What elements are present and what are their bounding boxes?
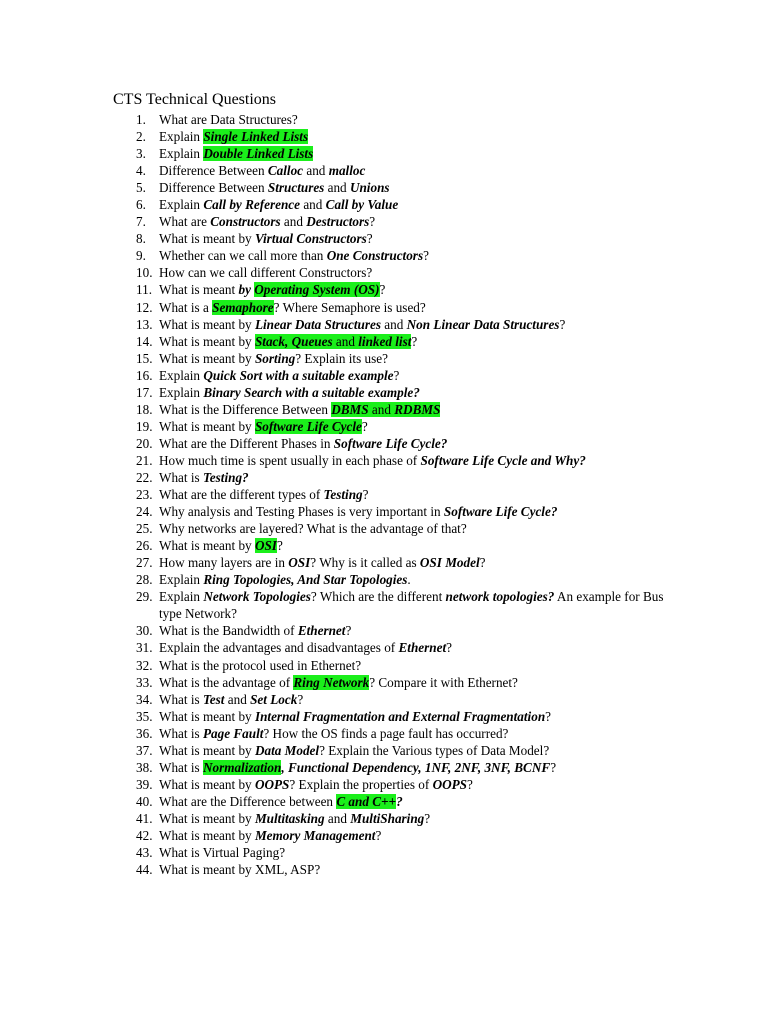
question-text-segment: ? Which are the different — [310, 589, 446, 605]
question-text-segment: Difference Between — [159, 180, 268, 196]
question-number: 44. — [136, 862, 153, 878]
question-number: 39. — [136, 776, 153, 792]
question-text-segment: An example for Bus type Network? — [159, 589, 664, 622]
question-text-segment: ? — [423, 248, 429, 264]
question-text-segment: Difference Between — [159, 163, 268, 179]
question-number: 18. — [136, 401, 153, 417]
emphasized-term: network topologies? — [445, 589, 555, 605]
question-text — [159, 452, 679, 469]
question-text-segment: Explain — [159, 384, 204, 400]
question-number: 17. — [136, 384, 153, 400]
question-text — [159, 111, 679, 128]
question-text-segment: ? — [375, 827, 382, 843]
highlighted-term: Stack, Queues — [254, 333, 333, 349]
question-text — [159, 861, 679, 878]
question-text — [159, 537, 679, 554]
question-item — [0, 230, 768, 247]
question-text-segment: What is meant by — [159, 231, 255, 247]
emphasized-term: Page Fault — [202, 725, 264, 741]
emphasized-term: OSI Model — [419, 555, 480, 571]
question-text-segment: What are Data Structures? — [159, 112, 298, 127]
question-text — [159, 384, 679, 401]
question-item — [0, 264, 768, 281]
emphasized-term: Structures — [267, 180, 325, 196]
question-item — [0, 657, 768, 674]
question-number: 14. — [136, 333, 153, 349]
emphasized-term: Test — [202, 691, 225, 707]
question-text-segment: ? — [366, 231, 373, 247]
highlighted-term: Single Linked Lists — [203, 129, 309, 145]
question-item — [0, 145, 768, 162]
question-item — [0, 367, 768, 384]
question-item — [0, 691, 768, 708]
question-text — [159, 708, 679, 725]
question-text-segment: How many layers are in — [159, 555, 289, 571]
question-number: 9. — [136, 248, 146, 264]
question-text — [159, 247, 679, 264]
question-text-segment: Explain — [159, 589, 204, 605]
question-number: 1. — [136, 112, 146, 127]
question-text — [159, 281, 679, 298]
question-text — [159, 742, 679, 759]
question-text — [159, 554, 679, 571]
question-text-segment: How much time is spent usually in each phase of — [159, 452, 421, 468]
question-item — [0, 486, 768, 503]
question-text — [159, 657, 679, 674]
emphasized-term: Virtual Constructors — [254, 231, 367, 247]
question-number: 20. — [136, 435, 153, 451]
question-text-segment: ? — [393, 367, 400, 383]
question-text-segment: ? — [379, 282, 386, 298]
question-item — [0, 247, 768, 264]
question-number: 26. — [136, 538, 153, 554]
highlighted-term: Ring Network — [293, 674, 370, 690]
question-text-segment: ? — [411, 333, 418, 349]
question-text-segment: ? — [362, 487, 369, 503]
emphasized-term: Data Model — [254, 742, 320, 758]
question-text-segment: ? — [550, 759, 557, 775]
highlighted-term: Software Life Cycle — [254, 418, 362, 434]
emphasized-term: MultiSharing — [350, 810, 425, 826]
highlighted-term: Normalization — [202, 759, 282, 775]
emphasized-term: Software Life Cycle? — [443, 504, 558, 520]
question-text-segment: What is meant — [159, 282, 239, 298]
question-text-segment: ? Where Semaphore is used? — [273, 299, 426, 315]
emphasized-term: Testing? — [202, 469, 249, 485]
question-number: 23. — [136, 487, 153, 503]
question-item — [0, 196, 768, 213]
question-text-segment: ? — [446, 640, 452, 656]
question-item — [0, 384, 768, 401]
question-text-segment: ? — [479, 555, 486, 571]
question-number: 34. — [136, 691, 153, 707]
highlighted-term: Double Linked Lists — [203, 146, 314, 162]
question-item — [0, 571, 768, 588]
question-text-segment: ? Explain its use? — [295, 350, 388, 366]
question-text-segment: What are the Different Phases in — [159, 435, 334, 451]
page-title: CTS Technical Questions — [113, 91, 277, 108]
highlighted-term: C and C++ — [336, 793, 397, 809]
question-text — [159, 571, 679, 588]
question-text-segment: What is meant by XML, ASP? — [159, 862, 321, 878]
question-text — [159, 401, 679, 418]
question-item — [0, 725, 768, 742]
question-item — [0, 759, 768, 776]
question-text — [159, 230, 679, 247]
question-item — [0, 111, 768, 128]
question-number: 31. — [136, 640, 153, 656]
question-text-segment: and — [224, 691, 251, 707]
highlighted-term: Operating System (OS) — [254, 282, 380, 298]
question-item — [0, 742, 768, 759]
question-text — [159, 793, 679, 810]
question-number: 37. — [136, 742, 153, 758]
emphasized-term: Destructors — [306, 214, 370, 230]
emphasized-term: Ethernet — [398, 640, 447, 656]
emphasized-term: OSI — [288, 555, 311, 571]
question-item — [0, 588, 768, 622]
question-item — [0, 179, 768, 196]
question-text-segment: ? Explain the properties of — [289, 776, 433, 792]
emphasized-term: ? — [396, 793, 403, 809]
question-text-segment: ? — [345, 623, 352, 639]
question-text-segment: What is meant by — [159, 742, 255, 758]
question-item — [0, 452, 768, 469]
question-number: 11. — [136, 282, 152, 298]
question-text — [159, 691, 679, 708]
question-item — [0, 333, 768, 350]
question-text-segment: What is a — [159, 299, 213, 315]
question-item — [0, 469, 768, 486]
question-item — [0, 793, 768, 810]
question-text — [159, 316, 679, 333]
emphasized-term: Multitasking — [254, 810, 325, 826]
question-list — [0, 111, 768, 878]
emphasized-term: Ethernet — [297, 623, 346, 639]
question-text-segment: ? Why is it called as — [310, 555, 420, 571]
question-number: 8. — [136, 231, 146, 247]
question-item — [0, 844, 768, 861]
question-number: 21. — [136, 452, 153, 468]
question-text-segment: What are — [159, 214, 211, 230]
question-number: 4. — [136, 163, 146, 179]
question-text-segment: ? — [545, 708, 552, 724]
emphasized-term: OOPS — [254, 776, 290, 792]
emphasized-term: Linear Data Structures — [254, 316, 381, 332]
question-text — [159, 179, 679, 196]
question-number: 15. — [136, 350, 153, 366]
question-text-segment: Why networks are layered? What is the advantage of that? — [159, 521, 467, 537]
question-text-segment: and — [324, 810, 351, 826]
question-text — [159, 503, 679, 520]
emphasized-term: Internal Fragmentation and External Fragmentation — [254, 708, 546, 724]
question-text — [159, 264, 679, 281]
question-number: 16. — [136, 367, 153, 383]
highlighted-term: RDBMS — [394, 401, 441, 417]
question-item — [0, 128, 768, 145]
question-text — [159, 213, 679, 230]
emphasized-term: malloc — [328, 163, 366, 179]
question-item — [0, 281, 768, 298]
question-text — [159, 145, 679, 162]
question-text — [159, 810, 679, 827]
emphasized-term: , Functional Dependency, 1NF, 2NF, 3NF, BCNF — [281, 759, 551, 775]
question-text-segment: ? — [559, 316, 566, 332]
emphasized-term: Non Linear Data Structures — [406, 316, 560, 332]
question-text-segment: ? — [361, 418, 368, 434]
emphasized-term: One Constructors — [326, 248, 424, 264]
highlighted-term: and — [332, 333, 359, 349]
emphasized-term: Software Life Cycle? — [333, 435, 448, 451]
question-text — [159, 520, 679, 537]
question-text-segment: What is — [159, 759, 203, 775]
question-text — [159, 486, 679, 503]
question-text — [159, 162, 679, 179]
question-number: 3. — [136, 146, 146, 162]
question-item — [0, 827, 768, 844]
question-text-segment: ? How the OS finds a page fault has occurred? — [263, 725, 509, 741]
question-text-segment: What is meant by — [159, 810, 255, 826]
question-text-segment: . — [407, 572, 411, 588]
emphasized-term: Testing — [323, 487, 363, 503]
highlighted-term: OSI — [254, 538, 277, 554]
question-text-segment: Explain — [159, 367, 204, 383]
question-number: 33. — [136, 674, 153, 690]
question-text-segment: What is the Bandwidth of — [159, 623, 298, 639]
question-number: 5. — [136, 180, 146, 196]
question-text — [159, 435, 679, 452]
question-text-segment: What are the different types of — [159, 487, 324, 503]
question-text-segment: and — [324, 180, 350, 196]
question-text-segment: What is meant by — [159, 827, 255, 843]
question-text-segment: How can we call different Constructors? — [159, 265, 373, 281]
emphasized-term: Constructors — [210, 214, 281, 230]
question-text-segment: Explain the advantages and disadvantages of — [159, 640, 399, 656]
question-text — [159, 639, 679, 656]
emphasized-term: Memory Management — [254, 827, 376, 843]
question-number: 2. — [136, 129, 146, 145]
question-text-segment: What is meant by — [159, 418, 255, 434]
question-item — [0, 418, 768, 435]
question-item — [0, 435, 768, 452]
question-number: 36. — [136, 725, 153, 741]
question-text — [159, 469, 679, 486]
emphasized-term: OOPS — [432, 776, 468, 792]
question-number: 7. — [136, 214, 146, 230]
question-item — [0, 213, 768, 230]
question-text-segment: What is meant by — [159, 708, 255, 724]
question-text-segment: Explain — [159, 197, 204, 213]
question-text-segment: Explain — [159, 572, 204, 588]
question-text-segment: What is the advantage of — [159, 674, 294, 690]
question-text-segment: ? — [424, 810, 431, 826]
question-item — [0, 299, 768, 316]
question-number: 19. — [136, 418, 153, 434]
question-item — [0, 810, 768, 827]
question-item — [0, 861, 768, 878]
question-item — [0, 503, 768, 520]
question-text — [159, 844, 679, 861]
emphasized-term: Calloc — [267, 163, 304, 179]
question-text-segment: ? Explain the Various types of Data Model? — [319, 742, 550, 758]
question-text-segment: What is — [159, 725, 203, 741]
question-text-segment: ? — [369, 214, 376, 230]
question-text — [159, 196, 679, 213]
question-item — [0, 554, 768, 571]
question-item — [0, 401, 768, 418]
question-item — [0, 350, 768, 367]
question-number: 6. — [136, 197, 146, 213]
question-number: 28. — [136, 572, 153, 588]
question-text-segment: Why analysis and Testing Phases is very important in — [159, 504, 444, 520]
question-number: 10. — [136, 265, 153, 281]
question-number: 22. — [136, 469, 153, 485]
question-text-segment: Explain — [159, 129, 204, 145]
question-text — [159, 418, 679, 435]
question-text-segment: Whether can we call more than — [159, 248, 327, 264]
question-text-segment: What is meant by — [159, 776, 255, 792]
question-number: 30. — [136, 623, 153, 639]
highlighted-term: Semaphore — [212, 299, 274, 315]
question-text-segment: ? Compare it with Ethernet? — [369, 674, 518, 690]
emphasized-term: Sorting — [254, 350, 296, 366]
question-number: 25. — [136, 521, 153, 537]
question-text — [159, 622, 679, 639]
question-text-segment: and — [300, 197, 326, 213]
emphasized-term: Call by Reference — [203, 197, 301, 213]
question-item — [0, 776, 768, 793]
question-text — [159, 333, 679, 350]
question-text — [159, 759, 679, 776]
question-number: 12. — [136, 299, 153, 315]
emphasized-term: Binary Search with a suitable example? — [203, 384, 420, 400]
question-item — [0, 520, 768, 537]
question-text-segment: What is — [159, 691, 203, 707]
highlighted-term: and — [368, 401, 395, 417]
question-text — [159, 588, 679, 622]
question-item — [0, 316, 768, 333]
question-item — [0, 162, 768, 179]
question-item — [0, 708, 768, 725]
emphasized-term: by — [238, 282, 255, 298]
question-text-segment: and — [303, 163, 329, 179]
question-text-segment: and — [381, 316, 407, 332]
highlighted-term: linked list — [358, 333, 412, 349]
question-text-segment: What is Virtual Paging? — [159, 845, 286, 861]
emphasized-term: Call by Value — [325, 197, 399, 213]
question-number: 35. — [136, 708, 153, 724]
question-text-segment: ? — [276, 538, 283, 554]
question-text — [159, 827, 679, 844]
highlighted-term: DBMS — [331, 401, 369, 417]
emphasized-term: Set Lock — [250, 691, 298, 707]
question-text — [159, 350, 679, 367]
emphasized-term: Quick Sort with a suitable example — [203, 367, 394, 383]
question-number: 27. — [136, 555, 153, 571]
question-text-segment: What is the protocol used in Ethernet? — [159, 657, 362, 673]
question-text — [159, 128, 679, 145]
question-item — [0, 639, 768, 656]
question-item — [0, 674, 768, 691]
question-item — [0, 537, 768, 554]
question-number: 42. — [136, 827, 153, 843]
emphasized-term: Unions — [349, 180, 390, 196]
question-text — [159, 674, 679, 691]
emphasized-term: Software Life Cycle and Why? — [420, 452, 586, 468]
question-text-segment: What is meant by — [159, 538, 255, 554]
question-text-segment: What is meant by — [159, 316, 255, 332]
emphasized-term: Ring Topologies, And Star Topologies — [203, 572, 408, 588]
question-text-segment: What is — [159, 469, 203, 485]
question-text — [159, 776, 679, 793]
question-text — [159, 725, 679, 742]
question-number: 13. — [136, 316, 153, 332]
emphasized-term: Network Topologies — [203, 589, 311, 605]
question-text-segment: What is the Difference Between — [159, 401, 332, 417]
question-number: 43. — [136, 845, 153, 861]
question-text-segment: What is meant by — [159, 333, 255, 349]
question-number: 32. — [136, 657, 153, 673]
question-number: 29. — [136, 589, 153, 605]
question-text-segment: What are the Difference between — [159, 793, 337, 809]
question-text-segment: What is meant by — [159, 350, 255, 366]
question-text-segment: and — [280, 214, 307, 230]
question-text — [159, 367, 679, 384]
question-number: 40. — [136, 793, 153, 809]
question-text — [159, 299, 679, 316]
question-text-segment: Explain — [159, 146, 204, 162]
question-item — [0, 622, 768, 639]
question-number: 41. — [136, 810, 153, 826]
question-text-segment: ? — [297, 691, 304, 707]
question-number: 24. — [136, 504, 153, 520]
question-number: 38. — [136, 759, 153, 775]
question-text-segment: ? — [467, 776, 473, 792]
